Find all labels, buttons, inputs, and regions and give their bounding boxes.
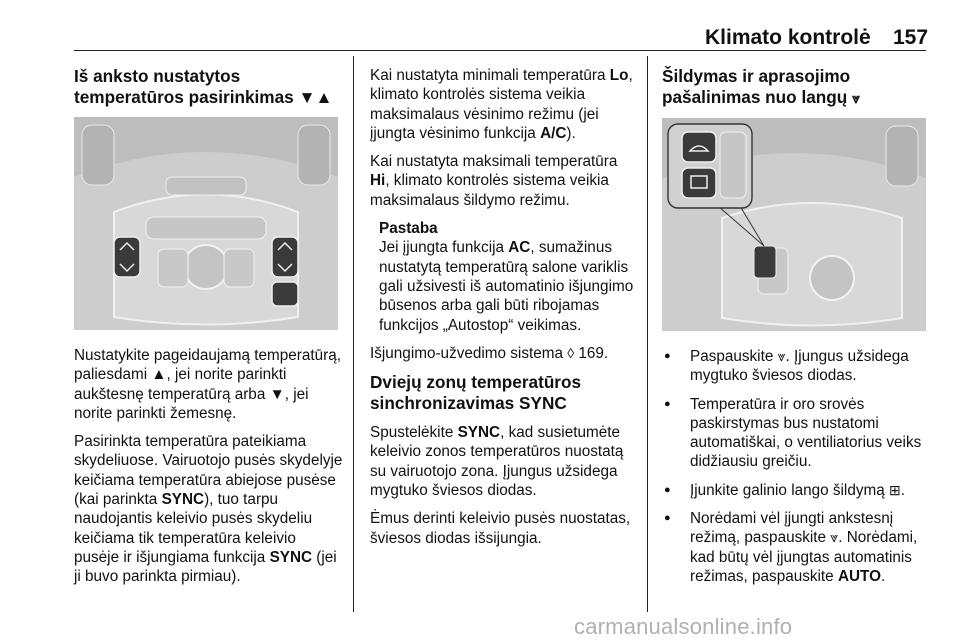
list-item: ● Paspauskite ⩔. Įjungus užsidega mygtuko šviesos diodas. [662, 347, 930, 386]
paragraph-displayed-temperature: Pasirinkta temperatūra pateikiama skydeliuose. Vairuotojo pusės skydelyje keičiama temperatūra abiejose pusėse (kai parinkta SYNC), tuo tarpu naudojantis keleivio pusės skydeliu keičiama tik temperatūra keleivio pusėje ir išjungiama funkcija SYNC (jei ji buvo parinkta pirmiau). [74, 433, 343, 586]
section-heading-preset-temperature: Iš anksto nustatytos temperatūros pasirinkimas ▼▲ [74, 66, 333, 107]
defrost-panel-illustration [662, 118, 926, 331]
column-1 [74, 66, 344, 596]
defrost-panel-figure [662, 118, 926, 331]
watermark: carmanualsonline.info [574, 614, 793, 639]
note-box: Pastaba Jei įjungta funkcija AC, sumažinus nustatytą temperatūrą salone variklis gali užsivesti iš automatinio išjungimo būsenos arba gali būti ribojamas funkcijos „Autostop“ veikimas. [370, 219, 638, 335]
paragraph-sync: Spustelėkite SYNC, kad susietumėte keleivio zonos temperatūros nuostatą su vairuotojo zona. Įjungus užsidega mygtuko šviesos diodas. [370, 424, 624, 500]
paragraph-set-temperature: Nustatykite pageidaujamą temperatūrą, paliesdami ▲, jei norite parinkti aukštesnę temperatūrą arba ▼, jei norite parinkti žemesnę. [74, 347, 341, 422]
list-item: ● Įjunkite galinio lango šildymą ⊞. [662, 481, 930, 500]
column-divider-2 [647, 56, 648, 612]
climate-panel-figure [74, 117, 338, 330]
page-reference-icon: ◊ [567, 344, 575, 361]
header-divider [74, 50, 926, 51]
page-number: 157 [893, 26, 929, 49]
windshield-defrost-icon: ⩔ [852, 89, 860, 106]
cross-reference-stop-start: Išjungimo-užvedimo sistema ◊ 169. [370, 344, 609, 362]
paragraph-hi-setting: Kai nustatyta maksimali temperatūra Hi, klimato kontrolės sistema veikia maksimalaus šildymo režimu. [370, 153, 618, 209]
note-title: Pastaba [379, 220, 438, 238]
column-3 [662, 66, 930, 595]
list-item: ● Temperatūra ir oro srovės paskirstymas bus nustatomi automatiškai, o ventiliatorius veiks didžiausiu greičiu. [662, 395, 930, 472]
column-divider-1 [353, 56, 354, 612]
paragraph-sync-off: Ėmus derinti keleivio pusės nuostatas, šviesos diodas išsijungia. [370, 510, 631, 547]
windshield-defrost-icon: ⩔ [830, 529, 839, 546]
section-heading-defrost: Šildymas ir aprasojimo pašalinimas nuo langų ⩔ [662, 66, 860, 107]
defrost-steps-list [662, 347, 930, 586]
climate-panel-illustration [74, 117, 338, 330]
rear-window-heating-icon: ⊞ [888, 481, 901, 498]
list-item: ● Norėdami vėl įjungti ankstesnį režimą, paspauskite ⩔. Norėdami, kad būtų vėl įjungtas automatinis režimas, paspauskite AUTO. [662, 509, 930, 586]
section-heading-sync: Dviejų zonų temperatūros sinchronizavimas SYNC [370, 372, 582, 413]
running-header-title: Klimato kontrolė [705, 26, 871, 49]
column-2 [370, 66, 638, 557]
paragraph-lo-setting: Kai nustatyta minimali temperatūra Lo, klimato kontrolės sistema veikia maksimalaus vėsinimo režimu (jei įjungta vėsinimo funkcija A/C). [370, 67, 633, 142]
windshield-defrost-icon: ⩔ [777, 348, 786, 364]
